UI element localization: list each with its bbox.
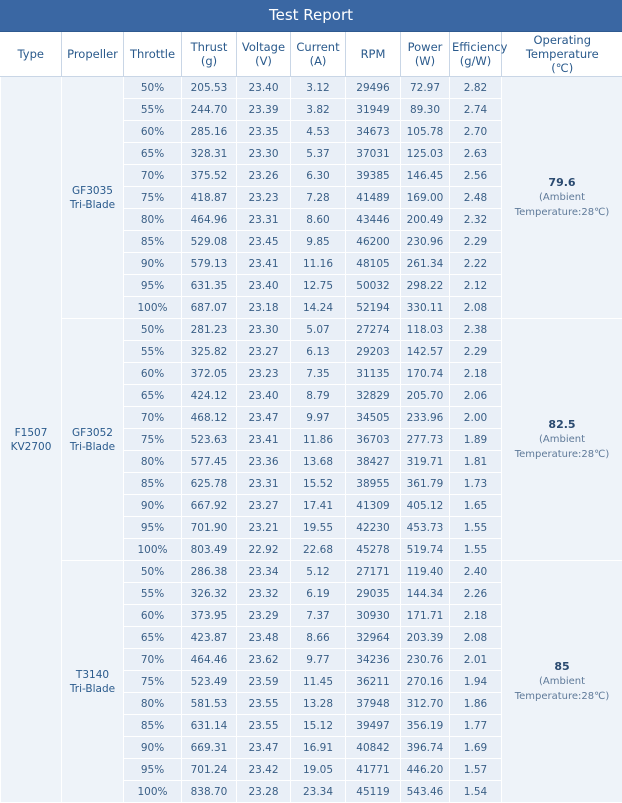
- thrust-cell: 838.70: [182, 781, 237, 803]
- col-header-temperature: Operating Temperature (℃): [502, 32, 622, 77]
- current-cell: 19.55: [291, 517, 346, 539]
- voltage-cell: 23.39: [237, 99, 291, 121]
- throttle-cell: 80%: [124, 451, 182, 473]
- voltage-cell: 23.21: [237, 517, 291, 539]
- current-cell: 23.34: [291, 781, 346, 803]
- voltage-cell: 23.42: [237, 759, 291, 781]
- header-row: [1, 32, 622, 77]
- throttle-cell: 90%: [124, 737, 182, 759]
- col-header-voltage: Voltage (V): [237, 32, 291, 77]
- efficiency-cell: 2.70: [450, 121, 502, 143]
- power-cell: 205.70: [401, 385, 450, 407]
- efficiency-cell: 1.89: [450, 429, 502, 451]
- voltage-cell: 23.41: [237, 253, 291, 275]
- throttle-cell: 65%: [124, 627, 182, 649]
- thrust-cell: 579.13: [182, 253, 237, 275]
- thrust-cell: 523.49: [182, 671, 237, 693]
- efficiency-cell: 2.29: [450, 231, 502, 253]
- thrust-cell: 423.87: [182, 627, 237, 649]
- rpm-cell: 34505: [346, 407, 401, 429]
- throttle-cell: 70%: [124, 649, 182, 671]
- throttle-cell: 95%: [124, 517, 182, 539]
- voltage-cell: 23.31: [237, 473, 291, 495]
- throttle-cell: 50%: [124, 561, 182, 583]
- efficiency-cell: 1.94: [450, 671, 502, 693]
- test-report-table: [0, 32, 622, 803]
- voltage-cell: 23.41: [237, 429, 291, 451]
- col-header-propeller: Propeller: [62, 32, 124, 77]
- current-cell: 13.68: [291, 451, 346, 473]
- efficiency-cell: 2.08: [450, 627, 502, 649]
- propeller-cell: T3140 Tri-Blade: [62, 561, 124, 803]
- voltage-cell: 23.23: [237, 363, 291, 385]
- thrust-cell: 372.05: [182, 363, 237, 385]
- power-cell: 453.73: [401, 517, 450, 539]
- propeller-cell: GF3052 Tri-Blade: [62, 319, 124, 561]
- rpm-cell: 38955: [346, 473, 401, 495]
- thrust-cell: 701.90: [182, 517, 237, 539]
- current-cell: 6.13: [291, 341, 346, 363]
- efficiency-cell: 2.38: [450, 319, 502, 341]
- rpm-cell: 40842: [346, 737, 401, 759]
- power-cell: 312.70: [401, 693, 450, 715]
- temperature-value: 85: [554, 660, 569, 673]
- voltage-cell: 23.36: [237, 451, 291, 473]
- rpm-cell: 45278: [346, 539, 401, 561]
- thrust-cell: 205.53: [182, 77, 237, 99]
- current-cell: 16.91: [291, 737, 346, 759]
- operating-temperature-cell: [502, 77, 622, 319]
- throttle-cell: 75%: [124, 429, 182, 451]
- current-cell: 15.12: [291, 715, 346, 737]
- current-cell: 11.16: [291, 253, 346, 275]
- thrust-cell: 669.31: [182, 737, 237, 759]
- thrust-cell: 326.32: [182, 583, 237, 605]
- col-header-efficiency: Efficiency (g/W): [450, 32, 502, 77]
- temperature-value: 79.6: [548, 176, 575, 189]
- thrust-cell: 631.14: [182, 715, 237, 737]
- throttle-cell: 90%: [124, 253, 182, 275]
- current-cell: 6.19: [291, 583, 346, 605]
- throttle-cell: 70%: [124, 165, 182, 187]
- voltage-cell: 23.30: [237, 319, 291, 341]
- throttle-cell: 65%: [124, 143, 182, 165]
- efficiency-cell: 2.29: [450, 341, 502, 363]
- current-cell: 9.77: [291, 649, 346, 671]
- current-cell: 7.28: [291, 187, 346, 209]
- temperature-value: 82.5: [548, 418, 575, 431]
- power-cell: 230.96: [401, 231, 450, 253]
- thrust-cell: 577.45: [182, 451, 237, 473]
- rpm-cell: 45119: [346, 781, 401, 803]
- rpm-cell: 36703: [346, 429, 401, 451]
- table-row: [1, 77, 622, 99]
- current-cell: 5.07: [291, 319, 346, 341]
- operating-temperature-cell: [502, 561, 622, 803]
- efficiency-cell: 2.00: [450, 407, 502, 429]
- current-cell: 13.28: [291, 693, 346, 715]
- rpm-cell: 37031: [346, 143, 401, 165]
- current-cell: 22.68: [291, 539, 346, 561]
- rpm-cell: 27171: [346, 561, 401, 583]
- efficiency-cell: 1.55: [450, 539, 502, 561]
- current-cell: 8.60: [291, 209, 346, 231]
- voltage-cell: 23.26: [237, 165, 291, 187]
- rpm-cell: 38427: [346, 451, 401, 473]
- voltage-cell: 23.40: [237, 275, 291, 297]
- current-cell: 8.66: [291, 627, 346, 649]
- throttle-cell: 80%: [124, 693, 182, 715]
- propeller-cell: GF3035 Tri-Blade: [62, 77, 124, 319]
- power-cell: 298.22: [401, 275, 450, 297]
- power-cell: 89.30: [401, 99, 450, 121]
- rpm-cell: 27274: [346, 319, 401, 341]
- power-cell: 105.78: [401, 121, 450, 143]
- voltage-cell: 23.45: [237, 231, 291, 253]
- throttle-cell: 90%: [124, 495, 182, 517]
- efficiency-cell: 1.73: [450, 473, 502, 495]
- current-cell: 7.35: [291, 363, 346, 385]
- power-cell: 144.34: [401, 583, 450, 605]
- rpm-cell: 36211: [346, 671, 401, 693]
- thrust-cell: 285.16: [182, 121, 237, 143]
- efficiency-cell: 2.18: [450, 363, 502, 385]
- thrust-cell: 281.23: [182, 319, 237, 341]
- current-cell: 4.53: [291, 121, 346, 143]
- thrust-cell: 529.08: [182, 231, 237, 253]
- report-title: Test Report: [0, 0, 622, 32]
- rpm-cell: 41309: [346, 495, 401, 517]
- thrust-cell: 424.12: [182, 385, 237, 407]
- power-cell: 319.71: [401, 451, 450, 473]
- voltage-cell: 23.55: [237, 693, 291, 715]
- power-cell: 169.00: [401, 187, 450, 209]
- voltage-cell: 23.47: [237, 737, 291, 759]
- current-cell: 8.79: [291, 385, 346, 407]
- voltage-cell: 23.28: [237, 781, 291, 803]
- power-cell: 396.74: [401, 737, 450, 759]
- efficiency-cell: 2.01: [450, 649, 502, 671]
- thrust-cell: 328.31: [182, 143, 237, 165]
- rpm-cell: 41489: [346, 187, 401, 209]
- power-cell: 119.40: [401, 561, 450, 583]
- thrust-cell: 464.96: [182, 209, 237, 231]
- throttle-cell: 75%: [124, 187, 182, 209]
- rpm-cell: 42230: [346, 517, 401, 539]
- power-cell: 446.20: [401, 759, 450, 781]
- rpm-cell: 46200: [346, 231, 401, 253]
- efficiency-cell: 1.69: [450, 737, 502, 759]
- voltage-cell: 23.47: [237, 407, 291, 429]
- current-cell: 14.24: [291, 297, 346, 319]
- thrust-cell: 667.92: [182, 495, 237, 517]
- thrust-cell: 631.35: [182, 275, 237, 297]
- throttle-cell: 100%: [124, 781, 182, 803]
- power-cell: 233.96: [401, 407, 450, 429]
- voltage-cell: 23.59: [237, 671, 291, 693]
- col-header-power: Power (W): [401, 32, 450, 77]
- throttle-cell: 100%: [124, 297, 182, 319]
- ambient-note: (Ambient Temperature:28℃): [515, 434, 610, 460]
- efficiency-cell: 1.65: [450, 495, 502, 517]
- thrust-cell: 581.53: [182, 693, 237, 715]
- rpm-cell: 34673: [346, 121, 401, 143]
- rpm-cell: 34236: [346, 649, 401, 671]
- rpm-cell: 29035: [346, 583, 401, 605]
- thrust-cell: 468.12: [182, 407, 237, 429]
- power-cell: 261.34: [401, 253, 450, 275]
- power-cell: 277.73: [401, 429, 450, 451]
- voltage-cell: 23.55: [237, 715, 291, 737]
- rpm-cell: 29203: [346, 341, 401, 363]
- current-cell: 12.75: [291, 275, 346, 297]
- throttle-cell: 95%: [124, 759, 182, 781]
- throttle-cell: 55%: [124, 341, 182, 363]
- efficiency-cell: 1.81: [450, 451, 502, 473]
- thrust-cell: 244.70: [182, 99, 237, 121]
- power-cell: 171.71: [401, 605, 450, 627]
- voltage-cell: 23.35: [237, 121, 291, 143]
- thrust-cell: 325.82: [182, 341, 237, 363]
- ambient-note: (Ambient Temperature:28℃): [515, 676, 610, 702]
- current-cell: 5.37: [291, 143, 346, 165]
- voltage-cell: 22.92: [237, 539, 291, 561]
- throttle-cell: 100%: [124, 539, 182, 561]
- voltage-cell: 23.40: [237, 77, 291, 99]
- current-cell: 3.12: [291, 77, 346, 99]
- thrust-cell: 803.49: [182, 539, 237, 561]
- current-cell: 19.05: [291, 759, 346, 781]
- voltage-cell: 23.29: [237, 605, 291, 627]
- voltage-cell: 23.30: [237, 143, 291, 165]
- power-cell: 405.12: [401, 495, 450, 517]
- efficiency-cell: 2.12: [450, 275, 502, 297]
- power-cell: 203.39: [401, 627, 450, 649]
- operating-temperature-cell: [502, 319, 622, 561]
- thrust-cell: 701.24: [182, 759, 237, 781]
- throttle-cell: 55%: [124, 99, 182, 121]
- efficiency-cell: 2.18: [450, 605, 502, 627]
- current-cell: 3.82: [291, 99, 346, 121]
- power-cell: 361.79: [401, 473, 450, 495]
- thrust-cell: 687.07: [182, 297, 237, 319]
- efficiency-cell: 2.32: [450, 209, 502, 231]
- rpm-cell: 50032: [346, 275, 401, 297]
- efficiency-cell: 2.40: [450, 561, 502, 583]
- power-cell: 330.11: [401, 297, 450, 319]
- power-cell: 270.16: [401, 671, 450, 693]
- throttle-cell: 70%: [124, 407, 182, 429]
- efficiency-cell: 2.26: [450, 583, 502, 605]
- col-header-throttle: Throttle: [124, 32, 182, 77]
- current-cell: 11.45: [291, 671, 346, 693]
- throttle-cell: 50%: [124, 77, 182, 99]
- current-cell: 5.12: [291, 561, 346, 583]
- efficiency-cell: 2.82: [450, 77, 502, 99]
- rpm-cell: 37948: [346, 693, 401, 715]
- efficiency-cell: 2.06: [450, 385, 502, 407]
- efficiency-cell: 2.22: [450, 253, 502, 275]
- current-cell: 11.86: [291, 429, 346, 451]
- throttle-cell: 85%: [124, 473, 182, 495]
- rpm-cell: 32829: [346, 385, 401, 407]
- rpm-cell: 41771: [346, 759, 401, 781]
- rpm-cell: 43446: [346, 209, 401, 231]
- efficiency-cell: 1.57: [450, 759, 502, 781]
- current-cell: 9.97: [291, 407, 346, 429]
- voltage-cell: 23.40: [237, 385, 291, 407]
- power-cell: 230.76: [401, 649, 450, 671]
- throttle-cell: 85%: [124, 231, 182, 253]
- power-cell: 543.46: [401, 781, 450, 803]
- col-header-rpm: RPM: [346, 32, 401, 77]
- efficiency-cell: 2.08: [450, 297, 502, 319]
- thrust-cell: 418.87: [182, 187, 237, 209]
- power-cell: 118.03: [401, 319, 450, 341]
- power-cell: 125.03: [401, 143, 450, 165]
- col-header-thrust: Thrust (g): [182, 32, 237, 77]
- efficiency-cell: 1.86: [450, 693, 502, 715]
- current-cell: 7.37: [291, 605, 346, 627]
- voltage-cell: 23.31: [237, 209, 291, 231]
- thrust-cell: 523.63: [182, 429, 237, 451]
- rpm-cell: 48105: [346, 253, 401, 275]
- efficiency-cell: 2.56: [450, 165, 502, 187]
- rpm-cell: 39497: [346, 715, 401, 737]
- power-cell: 146.45: [401, 165, 450, 187]
- rpm-cell: 29496: [346, 77, 401, 99]
- power-cell: 519.74: [401, 539, 450, 561]
- throttle-cell: 95%: [124, 275, 182, 297]
- current-cell: 9.85: [291, 231, 346, 253]
- throttle-cell: 55%: [124, 583, 182, 605]
- ambient-note: (Ambient Temperature:28℃): [515, 192, 610, 218]
- efficiency-cell: 2.74: [450, 99, 502, 121]
- efficiency-cell: 1.54: [450, 781, 502, 803]
- efficiency-cell: 1.55: [450, 517, 502, 539]
- rpm-cell: 32964: [346, 627, 401, 649]
- power-cell: 200.49: [401, 209, 450, 231]
- voltage-cell: 23.32: [237, 583, 291, 605]
- current-cell: 17.41: [291, 495, 346, 517]
- power-cell: 142.57: [401, 341, 450, 363]
- current-cell: 15.52: [291, 473, 346, 495]
- voltage-cell: 23.23: [237, 187, 291, 209]
- voltage-cell: 23.34: [237, 561, 291, 583]
- throttle-cell: 75%: [124, 671, 182, 693]
- voltage-cell: 23.27: [237, 495, 291, 517]
- table-row: [1, 561, 622, 583]
- col-header-current: Current (A): [291, 32, 346, 77]
- efficiency-cell: 2.63: [450, 143, 502, 165]
- voltage-cell: 23.62: [237, 649, 291, 671]
- rpm-cell: 39385: [346, 165, 401, 187]
- throttle-cell: 60%: [124, 605, 182, 627]
- power-cell: 170.74: [401, 363, 450, 385]
- current-cell: 6.30: [291, 165, 346, 187]
- throttle-cell: 50%: [124, 319, 182, 341]
- power-cell: 356.19: [401, 715, 450, 737]
- throttle-cell: 60%: [124, 363, 182, 385]
- thrust-cell: 286.38: [182, 561, 237, 583]
- motor-type-cell: F1507 KV2700: [1, 77, 62, 803]
- thrust-cell: 625.78: [182, 473, 237, 495]
- rpm-cell: 52194: [346, 297, 401, 319]
- thrust-cell: 373.95: [182, 605, 237, 627]
- col-header-type: Type: [1, 32, 62, 77]
- throttle-cell: 65%: [124, 385, 182, 407]
- power-cell: 72.97: [401, 77, 450, 99]
- throttle-cell: 85%: [124, 715, 182, 737]
- efficiency-cell: 1.77: [450, 715, 502, 737]
- efficiency-cell: 2.48: [450, 187, 502, 209]
- rpm-cell: 30930: [346, 605, 401, 627]
- voltage-cell: 23.48: [237, 627, 291, 649]
- report-body: [1, 77, 622, 803]
- throttle-cell: 80%: [124, 209, 182, 231]
- thrust-cell: 464.46: [182, 649, 237, 671]
- voltage-cell: 23.27: [237, 341, 291, 363]
- thrust-cell: 375.52: [182, 165, 237, 187]
- rpm-cell: 31949: [346, 99, 401, 121]
- voltage-cell: 23.18: [237, 297, 291, 319]
- table-row: [1, 319, 622, 341]
- rpm-cell: 31135: [346, 363, 401, 385]
- throttle-cell: 60%: [124, 121, 182, 143]
